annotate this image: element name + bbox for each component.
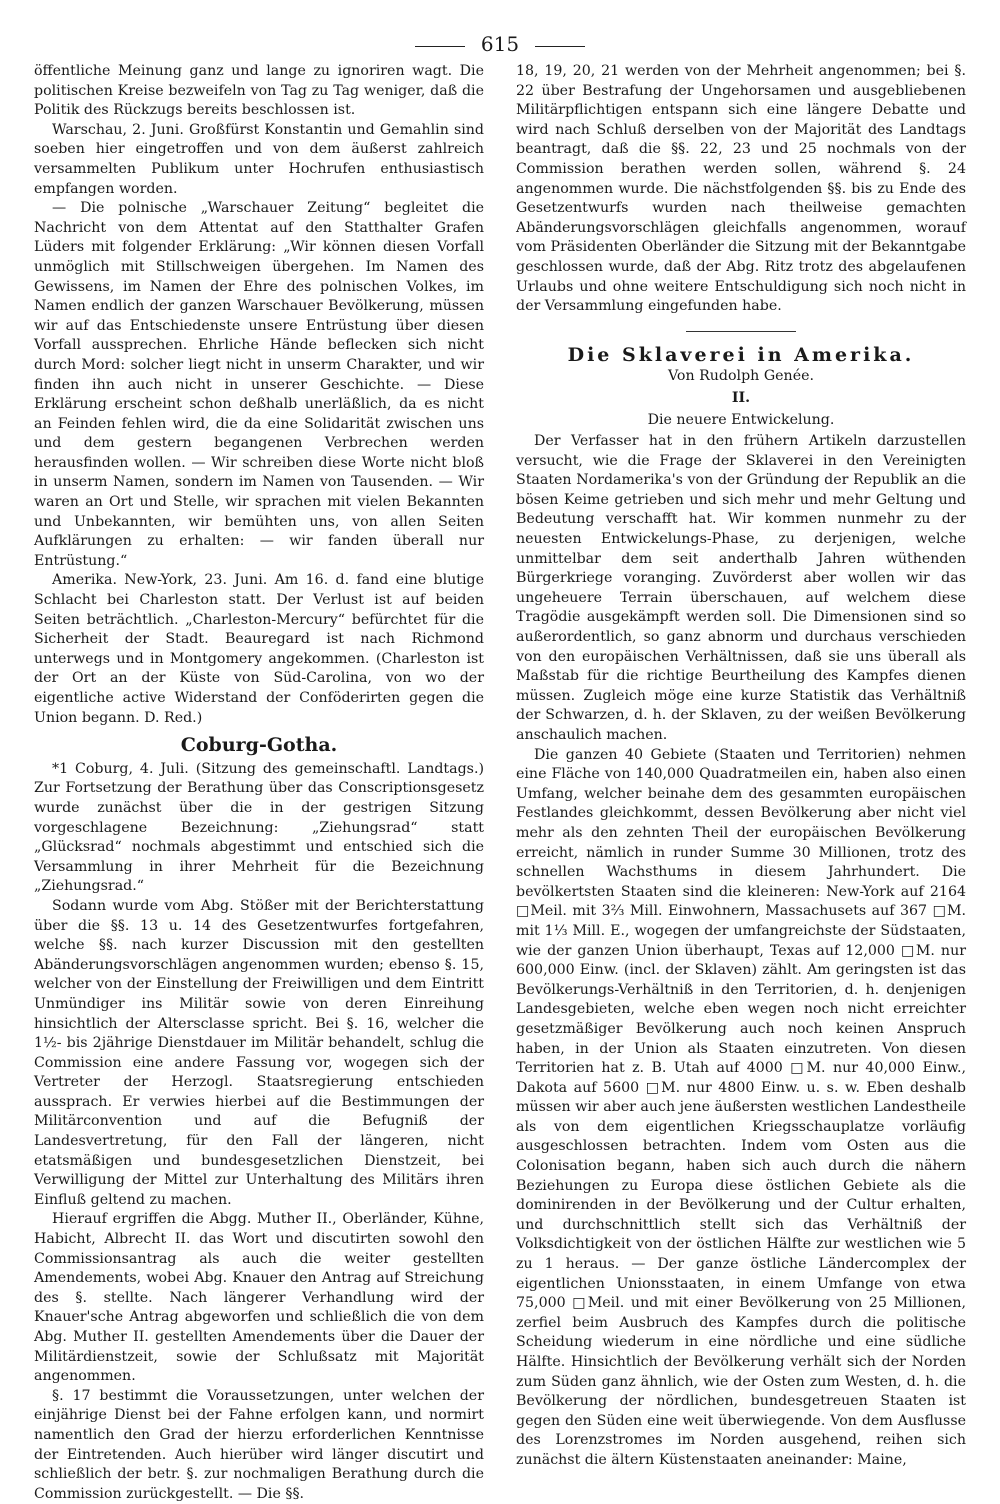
paragraph: 18, 19, 20, 21 werden von der Mehrheit angenommen; bei §. 22 über Bestrafung der Ungehorsamen und ausgebliebenen Militärpflichtigen entspann sich eine längere Debatte und wird nach Schluß derselben von der Majorität des Landtags beantragt, daß die §§. 22, 23 und 25 nochmals von der Commission berathen werden sollen, während §. 24 angenommen wurde. Die nächstfolgenden §§. bis zu Ende des Gesetzentwurfs wurden nach theilweise gemachten Abänderungsvorschlägen gleichfalls angenommen, worauf vom Präsidenten Oberländer die Sitzung mit der Bekanntgabe geschlossen wurde, daß der Abg. Ritz trotz des abgelaufenen Urlaubs und ohne weitere Entschuldigung sich noch nicht in der Versammlung eingefunden habe. <box>516 63 966 315</box>
article-title: Die Sklaverei in Amerika. <box>567 343 915 366</box>
paragraph: Warschau, 2. Juni. Großfürst Konstantin und Gemahlin sind soeben hier eingetroffen und von dem äußerst zahlreich versammelten Publikum unter Hochrufen enthusiastisch empfangen worden. <box>34 121 484 197</box>
paragraph: Sodann wurde vom Abg. Stößer mit der Berichterstattung über die §§. 13 u. 14 des Gesetzentwurfes fortgefahren, welche §§. nach kurzer Discussion mit den gestellten Abänderungsvorschlägen angenommen wurden; ebenso §. 15, welcher von der Einstellung der Freiwilligen und dem Eintritt Unmündiger ins Militär sowie von deren Einreihung hinsichtlich der Altersclasse spricht. Bei §. 16, welcher die 1½- bis 2jährige Dienstdauer im Militär behandelt, schlug die Commission eine andere Fassung vor, wogegen sich der Vertreter der Herzogl. Staatsregierung entschieden aussprach. Er verwies hierbei auf die Bestimmungen der Militärconvention und auf die Befugniß der Landesvertretung, für den Fall der längeren, nicht etatsmäßigen und bundesgesetzlichen Dienstzeit, bei Verwilligung der Mittel zur Unterhaltung des Militärs ihren Einfluß geltend zu machen. <box>34 897 484 1208</box>
paragraph: Amerika. New-York, 23. Juni. Am 16. d. fand eine blutige Schlacht bei Charleston statt. Der Verlust ist auf beiden Seiten beträchtlich. „Charleston-Mercury“ befürchtet für die Sicherheit der Stadt. Beauregard ist nach Richmond unterwegs und in Montgomery angekommen. (Charleston ist der Ort an der Küste von Süd-Carolina, von wo der eigentliche active Widerstand der Conföderirten gegen die Union begann. D. Red.) <box>34 572 484 726</box>
paragraph: Hierauf ergriffen die Abgg. Muther II., Oberländer, Kühne, Habicht, Albrecht II. das Wort und discutirten sowohl den Commissionsantrag als auch die weiter gestellten Amendements, wobei Abg. Knauer den Antrag auf Streichung des §. stellte. Nach längerer Verhandlung wird der Knauer'sche Antrag abgeworfen und schließlich die von dem Abg. Muther II. gestellten Amendements über die Dauer der Militärdienstzeit, sowie der Schlußsatz mit Majorität angenommen. <box>34 1211 484 1385</box>
page-header <box>0 30 1000 60</box>
right-column <box>516 62 966 1471</box>
header-rule-left <box>415 46 465 47</box>
paragraph: §. 17 bestimmt die Voraussetzungen, unter welchen der einjährige Dienst bei der Fahne erfolgen kann, und normirt namentlich den Grad der hierzu erforderlichen Kenntnisse der Eintretenden. Auch hierüber wird länger discutirt und schließlich der betr. §. zur nochmaligen Berathung durch die Commission zurückgestellt. — Die §§. <box>34 1387 484 1502</box>
divider <box>686 331 796 332</box>
paragraph: — Die polnische „Warschauer Zeitung“ begleitet die Nachricht von dem Attentat auf den Statthalter Grafen Lüders mit folgender Erklärung: „Wir können diesen Vorfall unmöglich mit Stillschweigen übergehen. Im Namen des Gewissens, im Namen der Ehre des polnischen Volkes, im Namen endlich der ganzen Warschauer Bevölkerung, müssen wir auf das Entschiedenste unsere Entrüstung über diesen Vorfall aussprechen. Ehrliche Hände beflecken sich nicht durch Mord: solcher liegt nicht in unserm Charakter, und wir finden ihn auch nicht in unserer Geschichte. — Diese Erklärung erscheint schon deßhalb unerläßlich, da es nicht an Feinden fehlen wird, die da eine Solidarität zwischen uns und dem gestern begangenen Verbrechen werden herausfinden wollen. — Wir schreiben diese Worte nicht bloß in unserm Namen, sondern im Namen von Tausenden. — Wir waren an Ort und Stelle, wir sprachen mit vielen Bekannten und Unbekannten, wir bemühten uns, von allen Seiten Aufklärungen zu erhalten: — wir fanden überall nur Entrüstung.“ <box>34 200 484 569</box>
section-heading: Coburg-Gotha. <box>180 734 338 757</box>
article-part: II. <box>731 389 751 406</box>
paragraph: Die ganzen 40 Gebiete (Staaten und Territorien) nehmen eine Fläche von 140,000 Quadratmeilen ein, haben also einen Umfang, welcher beinahe dem des gesammten europäischen Festlandes gleichkommt, dessen Bevölkerung aber nicht viel mehr als den zehnten Theil der europäischen Bevölkerung erreicht, nämlich in runder Summe 30 Millionen, trotz des schnellen Wachsthums in diesem Jahrhundert. Die bevölkertsten Staaten sind die kleineren: New-York auf 2164 □Meil. mit 3⅔ Mill. Einwohnern, Massachusets auf 367 □M. mit 1⅓ Mill. E., wogegen der umfangreichste der Südstaaten, wie der ganzen Union überhaupt, Texas auf 12,000 □M. nur 600,000 Einw. (incl. der Sklaven) zählt. Am geringsten ist das Bevölkerungs-Verhältniß in den Territorien, d. h. denjenigen Landesgebieten, welche eben wegen noch nicht erreichter gesetzmäßiger Bevölkerung auch noch keinen Anspruch haben, in der Union als Staaten einzutreten. Von diesen Territorien hat z. B. Utah auf 4000 □M. nur 40,000 Einw., Dakota auf 5600 □M. nur 4800 Einw. u. s. w. Eben deshalb müssen wir aber auch jene äußersten westlichen Landestheile als von dem eigentlichen Kriegsschauplatze vorläufig ausgeschlossen betrachten. Indem vom Osten aus die Colonisation begann, haben sich auch durch die nähern Beziehungen zu Europa diese östlichen Gebiete als die dominirenden in der Bevölkerung und der Cultur erhalten, und durchschnittlich stellt sich das Verhältniß der Volksdichtigkeit von der östlichen Hälfte zur westlichen wie 5 zu 1 heraus. — Der ganze östliche Ländercomplex der eigentlichen Unionsstaaten, in einem Umfange von etwa 75,000 □Meil. und mit einer Bevölkerung von 25 Millionen, zerfiel beim Ausbruch des Kampfes durch die politische Scheidung wiederum in eine nördliche und eine südliche Hälfte. Hinsichtlich der Bevölkerung verhält sich der Norden zum Süden ganz ähnlich, wie der Osten zum Westen, d. h. die Bevölkerung der nördlichen, bundesgetreuen Staaten ist gegen den Süden eine weit überwiegende. Von dem Ausflusse des Lorenzstromes im Norden ausgehend, reihen sich zunächst die ältern Küstenstaaten aneinander: Maine, <box>516 746 966 1468</box>
article-author: Von Rudolph Genée. <box>667 368 814 385</box>
page-number: 615 <box>480 32 520 56</box>
article-subtitle: Die neuere Entwickelung. <box>647 411 835 428</box>
paragraph: öffentliche Meinung ganz und lange zu ignoriren wagt. Die politischen Kreise bezweifeln von Tag zu Tag weniger, daß die Politik des Rückzugs bereits beschlossen ist. <box>34 63 484 119</box>
header-rule-right <box>535 46 585 47</box>
paragraph: *1 Coburg, 4. Juli. (Sitzung des gemeinschaftl. Landtags.) Zur Fortsetzung der Berathung über das Conscriptionsgesetz wurde zunächst über die in der gestrigen Sitzung vorgeschlagene Bezeichnung: „Ziehungsrad“ statt „Glücksrad“ nochmals abgestimmt und entschied sich die Versammlung in ihrer Mehrheit für die Bezeichnung „Ziehungsrad.“ <box>34 760 484 895</box>
paragraph: Der Verfasser hat in den frühern Artikeln darzustellen versucht, wie die Frage der Sklaverei in den Vereinigten Staaten Nordamerika's von der Gründung der Republik an die bösen Keime getrieben und sich mehr und mehr Geltung und Bedeutung verschafft hat. Wir kommen nunmehr zu der neuesten Entwickelungs-Phase, zu derjenigen, welche unmittelbar dem seit anderthalb Jahren wüthenden Bürgerkriege voranging. Zuvörderst aber wollen wir das ungeheuere Terrain überschauen, auf welchem diese Tragödie ausgekämpft werden soll. Die Dimensionen sind so außerordentlich, so ganz abnorm und durchaus verschieden von den europäischen Verhältnissen, daß sie uns überall als Maßstab für die richtige Beurtheilung des Kampfes dienen müssen. Zugleich möge eine kurze Statistik das Verhältniß der Schwarzen, d. h. der Sklaven, zu der weißen Bevölkerung anschaulich machen. <box>516 433 966 743</box>
left-column <box>34 62 484 1504</box>
